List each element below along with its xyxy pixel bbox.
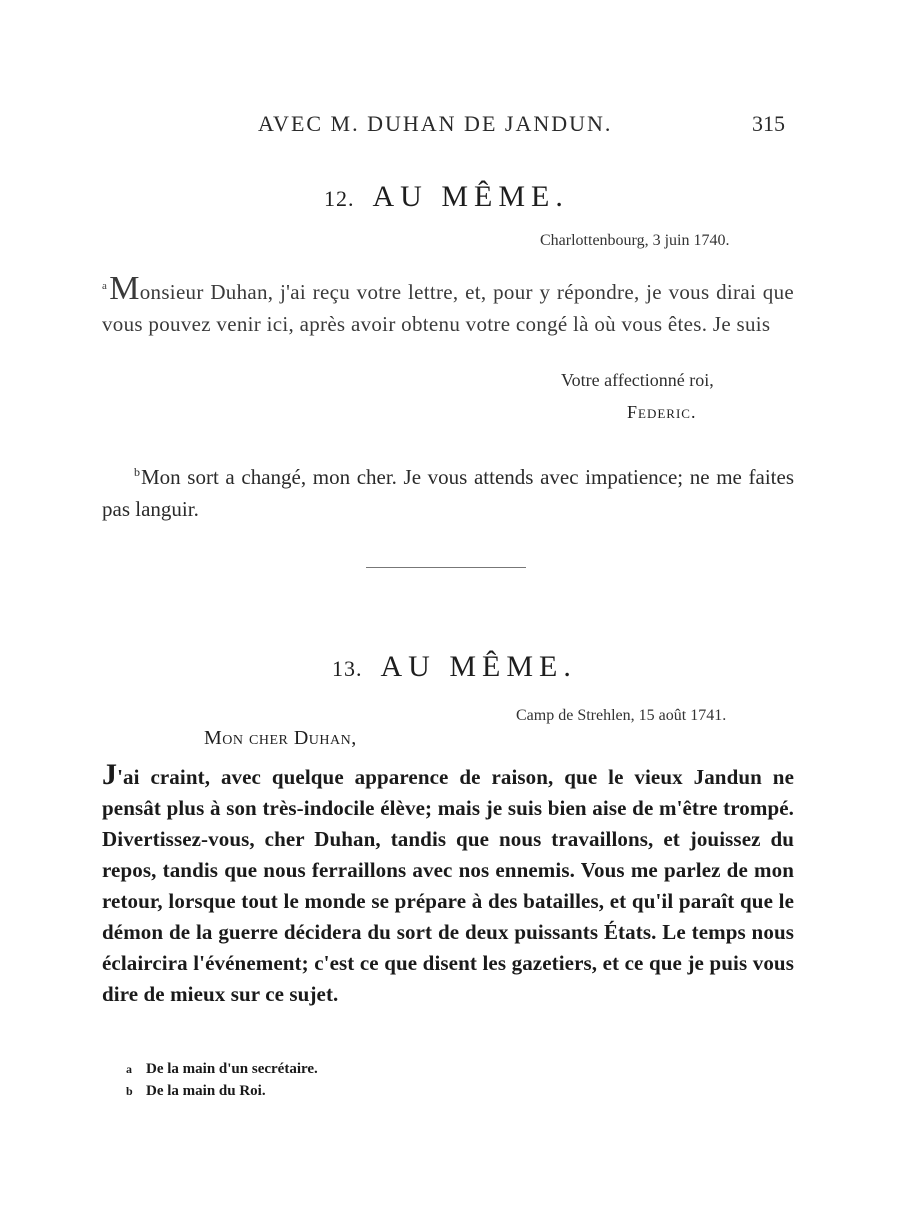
letter-12-body [102,270,794,340]
letter-13-heading [332,650,577,684]
footnote-a [126,1058,318,1080]
footnote-mark: a [126,1062,132,1076]
drop-capital: J [102,758,118,791]
letter-title: AU MÊME. [380,650,577,683]
letter-12-text: onsieur Duhan, j'ai reçu votre lettre, et, pour y répondre, je vous dirai que vous pouvez venir ici, après avoir obtenu votre congé là où vous êtes. Je suis [102,280,794,336]
footnotes [126,1058,318,1102]
letter-13-dateline: Camp de Strehlen, 15 août 1741. [516,707,727,724]
letter-13-text: 'ai craint, avec quelque apparence de raison, que le vieux Jandun ne pensât plus à son très-indocile élève; mais je suis bien aise de m'être trompé. Divertissez-vous, cher Duhan, tandis que nous travaillons, et jouissez du repos, tandis que nous ferraillons avec nos ennemis. Vous me parlez de mon retour, lorsque tout le monde se prépare à des batailles, et qu'il paraît que le démon de la guerre décidera du sort de deux puissants États. Le temps nous éclaircira l'événement; c'est ce que disent les gazetiers, et ce que je puis vous dire de mieux sur ce sujet. [102,765,794,1006]
section-divider [366,567,526,568]
letter-12-postscript [102,456,794,525]
footnote-marker-a: a [102,280,108,292]
letter-13-salutation: Mon cher Duhan, [204,727,357,749]
footnote-mark: b [126,1084,133,1098]
letter-12-signature: Federic. [627,402,697,422]
footnote-text: De la main d'un secrétaire. [146,1061,318,1077]
footnote-text: De la main du Roi. [146,1083,266,1099]
letter-12-heading [324,180,569,214]
running-head: AVEC M. DUHAN DE JANDUN. [258,111,613,136]
postscript-text: Mon sort a changé, mon cher. Je vous attends avec impatience; ne me faites pas languir. [102,465,794,521]
letter-13-body [102,758,794,1010]
drop-capital: M [109,270,140,307]
footnote-marker-b: b [134,465,140,479]
page-number: 315 [752,111,785,136]
letter-number: 13. [332,656,363,681]
letter-number: 12. [324,186,355,211]
letter-12-dateline: Charlottenbourg, 3 juin 1740. [540,232,730,249]
footnote-b [126,1080,318,1102]
letter-12-closing: Votre affectionné roi, [561,370,714,390]
letter-title: AU MÊME. [372,180,569,213]
